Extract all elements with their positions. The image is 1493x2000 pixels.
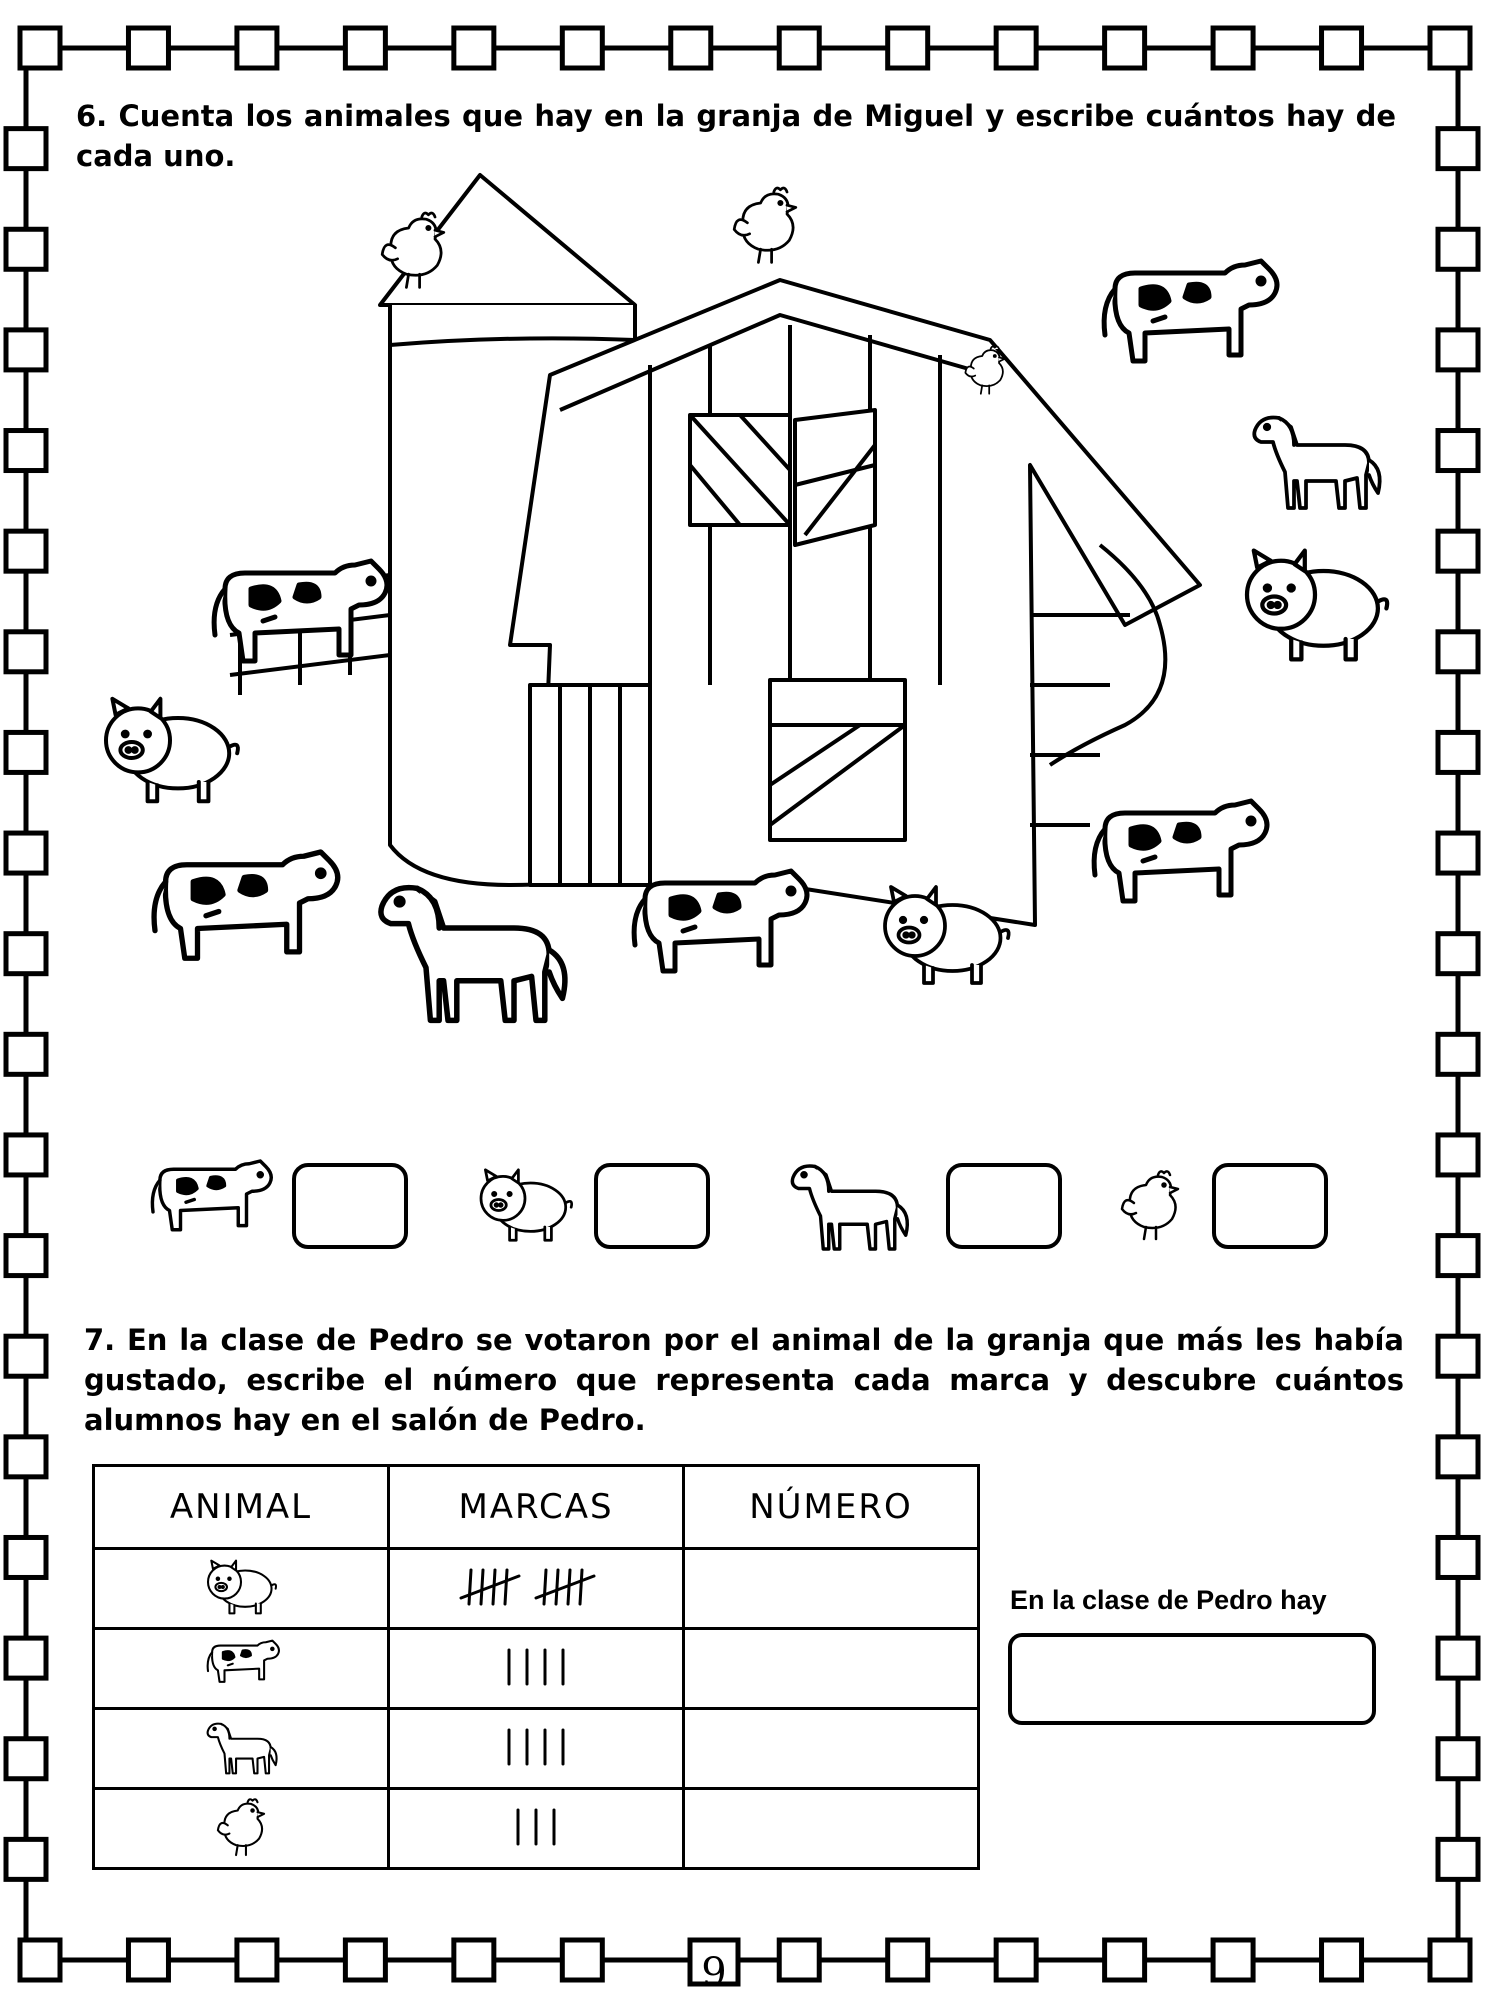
animal-cell — [94, 1709, 389, 1789]
pig-icon — [106, 699, 238, 801]
border-square — [1438, 1839, 1478, 1879]
border-square — [6, 833, 46, 873]
count-box-horse[interactable] — [946, 1163, 1062, 1249]
border-square — [345, 28, 385, 68]
border-square — [6, 632, 46, 672]
chicken-icon — [196, 1794, 286, 1860]
animal-cell — [94, 1629, 389, 1709]
border-square — [1438, 330, 1478, 370]
border-square — [6, 1739, 46, 1779]
border-square — [1438, 229, 1478, 269]
tally-stroke — [556, 1570, 558, 1604]
count-box-pig[interactable] — [594, 1163, 710, 1249]
border-square — [1438, 129, 1478, 169]
border-square — [6, 330, 46, 370]
tally-stroke — [580, 1570, 582, 1604]
table-row — [94, 1549, 979, 1629]
table-header-row — [94, 1466, 979, 1549]
border-square — [128, 28, 168, 68]
border-square — [1438, 1236, 1478, 1276]
border-square — [6, 1336, 46, 1376]
border-square — [1105, 1940, 1145, 1980]
tally-marks-cell — [389, 1709, 684, 1789]
table-row — [94, 1629, 979, 1709]
border-square — [20, 1940, 60, 1980]
border-square — [888, 28, 928, 68]
cow-icon — [154, 852, 338, 958]
border-square — [1438, 632, 1478, 672]
pig-icon — [196, 1554, 286, 1620]
border-square — [6, 431, 46, 471]
pig-icon — [1247, 551, 1387, 660]
animal-cell — [94, 1789, 389, 1869]
border-square — [6, 129, 46, 169]
answer-label: En la clase de Pedro hay — [1010, 1585, 1327, 1615]
border-square — [1438, 1034, 1478, 1074]
border-square — [6, 1839, 46, 1879]
count-box-cow[interactable] — [292, 1163, 408, 1249]
border-square — [1438, 1638, 1478, 1678]
tally-stroke — [481, 1570, 483, 1604]
tally-marks-cell — [389, 1549, 684, 1629]
table-row — [94, 1789, 979, 1869]
tally-stroke — [469, 1570, 471, 1604]
border-square — [1430, 1940, 1470, 1980]
border-square — [996, 28, 1036, 68]
border-square — [1105, 28, 1145, 68]
border-square — [1322, 28, 1362, 68]
question-7-text: 7. En la clase de Pedro se votaron por el animal de la granja que más les había gustado, escribe el número que representa cada marca y descubre cuántos alumnos hay en el salón de Pedro. — [84, 1323, 1404, 1437]
border-square — [128, 1940, 168, 1980]
tally-marks — [446, 1642, 626, 1692]
number-cell[interactable] — [684, 1549, 979, 1629]
border-square — [996, 1940, 1036, 1980]
number-cell[interactable] — [684, 1709, 979, 1789]
horse-icon — [1254, 418, 1379, 509]
tally-stroke — [544, 1570, 546, 1604]
animal-cell — [94, 1549, 389, 1629]
tally-marks — [446, 1802, 626, 1852]
number-cell[interactable] — [684, 1789, 979, 1869]
border-square — [1438, 1135, 1478, 1175]
border-square — [1438, 732, 1478, 772]
border-square — [1430, 28, 1470, 68]
header-marcas: MARCAS — [389, 1466, 684, 1549]
cow-icon — [634, 871, 807, 971]
question-6-text: 6. Cuenta los animales que hay en la granja de Miguel y escribe cuántos hay de cada uno. — [76, 99, 1396, 173]
border-square — [562, 28, 602, 68]
horse-icon — [381, 888, 565, 1021]
border-square — [1438, 1739, 1478, 1779]
border-square — [6, 1638, 46, 1678]
border-square — [6, 1034, 46, 1074]
border-square — [1438, 431, 1478, 471]
tally-marks — [446, 1722, 626, 1772]
tally-stroke — [505, 1570, 507, 1604]
border-square — [6, 1537, 46, 1577]
border-square — [1438, 1336, 1478, 1376]
border-square — [454, 1940, 494, 1980]
border-square — [1322, 1940, 1362, 1980]
tally-marks — [446, 1562, 626, 1612]
border-square — [345, 1940, 385, 1980]
border-square — [562, 1940, 602, 1980]
border-square — [237, 1940, 277, 1980]
border-square — [237, 28, 277, 68]
count-box-chicken[interactable] — [1212, 1163, 1328, 1249]
border-square — [1438, 1537, 1478, 1577]
header-animal: ANIMAL — [94, 1466, 389, 1549]
page-number: 9 — [701, 1950, 727, 1996]
border-square — [6, 934, 46, 974]
border-square — [6, 229, 46, 269]
tally-marks-cell — [389, 1629, 684, 1709]
border-square — [888, 1940, 928, 1980]
border-square — [779, 1940, 819, 1980]
border-square — [779, 28, 819, 68]
barn-illustration — [510, 280, 1200, 925]
border-square — [1438, 1437, 1478, 1477]
border-square — [1438, 531, 1478, 571]
number-cell[interactable] — [684, 1629, 979, 1709]
border-square — [671, 28, 711, 68]
table-row — [94, 1709, 979, 1789]
cow-icon — [196, 1634, 286, 1700]
border-square — [1213, 1940, 1253, 1980]
tally-table — [92, 1464, 980, 1870]
cow-icon — [1094, 801, 1267, 901]
border-square — [20, 28, 60, 68]
horse-icon — [196, 1714, 286, 1780]
border-square — [1213, 28, 1253, 68]
farm-scene — [90, 165, 1410, 1065]
border-square — [1438, 833, 1478, 873]
border-square — [6, 531, 46, 571]
border-square — [6, 732, 46, 772]
chicken-icon — [734, 188, 796, 262]
header-numero: NÚMERO — [684, 1466, 979, 1549]
border-square — [454, 28, 494, 68]
cow-icon — [1104, 261, 1277, 361]
border-square — [1438, 934, 1478, 974]
answer-input-box[interactable] — [1008, 1633, 1376, 1725]
border-square — [6, 1236, 46, 1276]
border-square — [6, 1437, 46, 1477]
tally-marks-cell — [389, 1789, 684, 1869]
border-square — [6, 1135, 46, 1175]
